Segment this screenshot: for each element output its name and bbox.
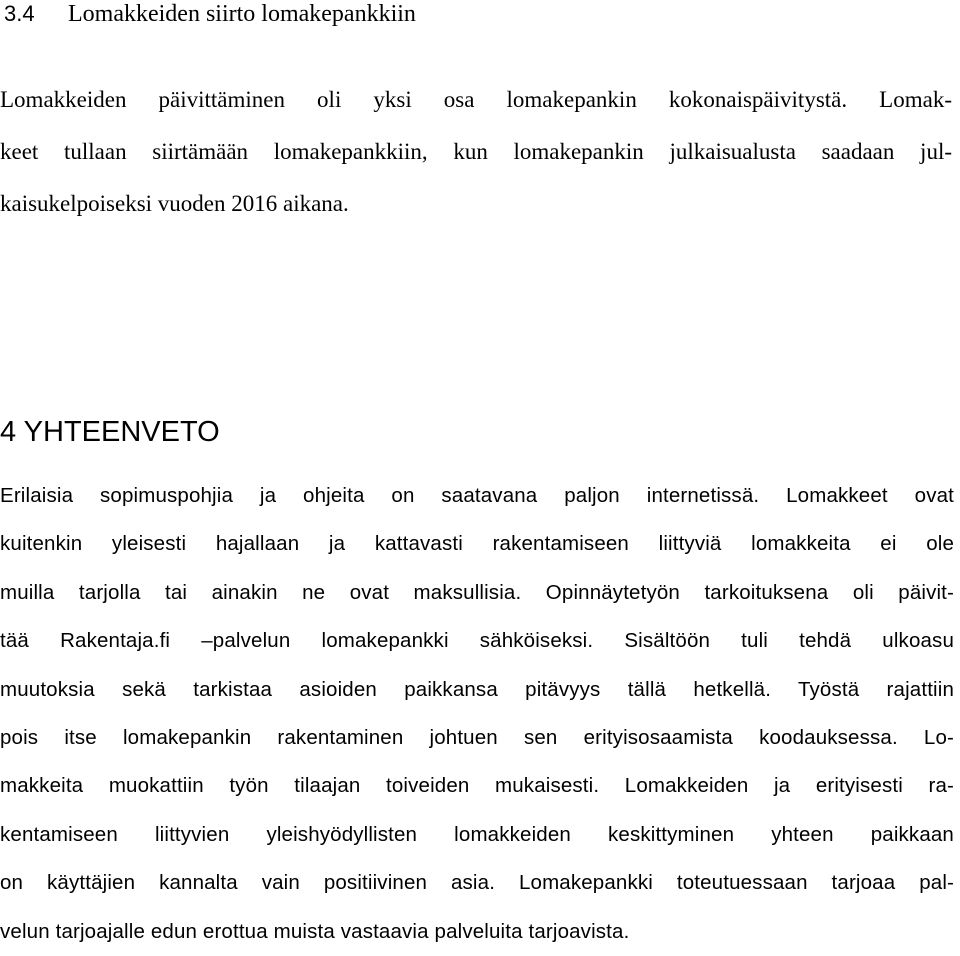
- paragraph-line: Erilaisia sopimuspohjia ja ohjeita on saatavana paljon internetissä. Lomakkeet ovat: [0, 484, 954, 507]
- paragraph-line: tää Rakentaja.fi –palvelun lomakepankki sähköiseksi. Sisältöön tuli tehdä ulkoasu: [0, 629, 954, 653]
- paragraph-line: pois itse lomakepankin rakentaminen johtuen sen erityisosaamista koodauksessa. Lo-: [0, 726, 954, 750]
- paragraph-line: keet tullaan siirtämään lomakepankkiin, kun lomakepankin julkaisualusta saadaan jul-: [0, 139, 952, 164]
- paragraph-line: makkeita muokattiin työn tilaajan toiveiden mukaisesti. Lomakkeiden ja erityisesti ra-: [0, 774, 954, 798]
- paragraph-line: muilla tarjolla tai ainakin ne ovat maksullisia. Opinnäytetyön tarkoituksena oli päivit-: [0, 580, 954, 604]
- paragraph-line: on käyttäjien kannalta vain positiivinen asia. Lomakepankki toteutuessaan tarjoaa pal-: [0, 871, 954, 895]
- paragraph-line: kaisukelpoiseksi vuoden 2016 aikana.: [0, 191, 349, 216]
- paragraph-line: kuitenkin yleisesti hajallaan ja kattavasti rakentamiseen liittyviä lomakkeita ei ole: [0, 532, 954, 556]
- section-title: Lomakkeiden siirto lomakepankkiin: [68, 1, 416, 27]
- paragraph-line: kentamiseen liittyvien yleishyödyllisten lomakkeiden keskittyminen yhteen paikkaan: [0, 822, 954, 846]
- section-number: 3.4: [4, 1, 35, 26]
- chapter-4-paragraph: [0, 472, 954, 956]
- paragraph-line: muutoksia sekä tarkistaa asioiden paikkansa pitävyys tällä hetkellä. Työstä rajattiin: [0, 677, 954, 701]
- section-heading-3-4: [4, 0, 416, 28]
- chapter-heading-4: 4 YHTEENVETO: [0, 416, 220, 448]
- paragraph-line: velun tarjoajalle edun erottua muista vastaavia palveluita tarjoavista.: [0, 919, 630, 943]
- paragraph-line: Lomakkeiden päivittäminen oli yksi osa lomakepankin kokonaispäivitystä. Lomak-: [0, 87, 952, 112]
- section-3-4-paragraph: [0, 74, 952, 230]
